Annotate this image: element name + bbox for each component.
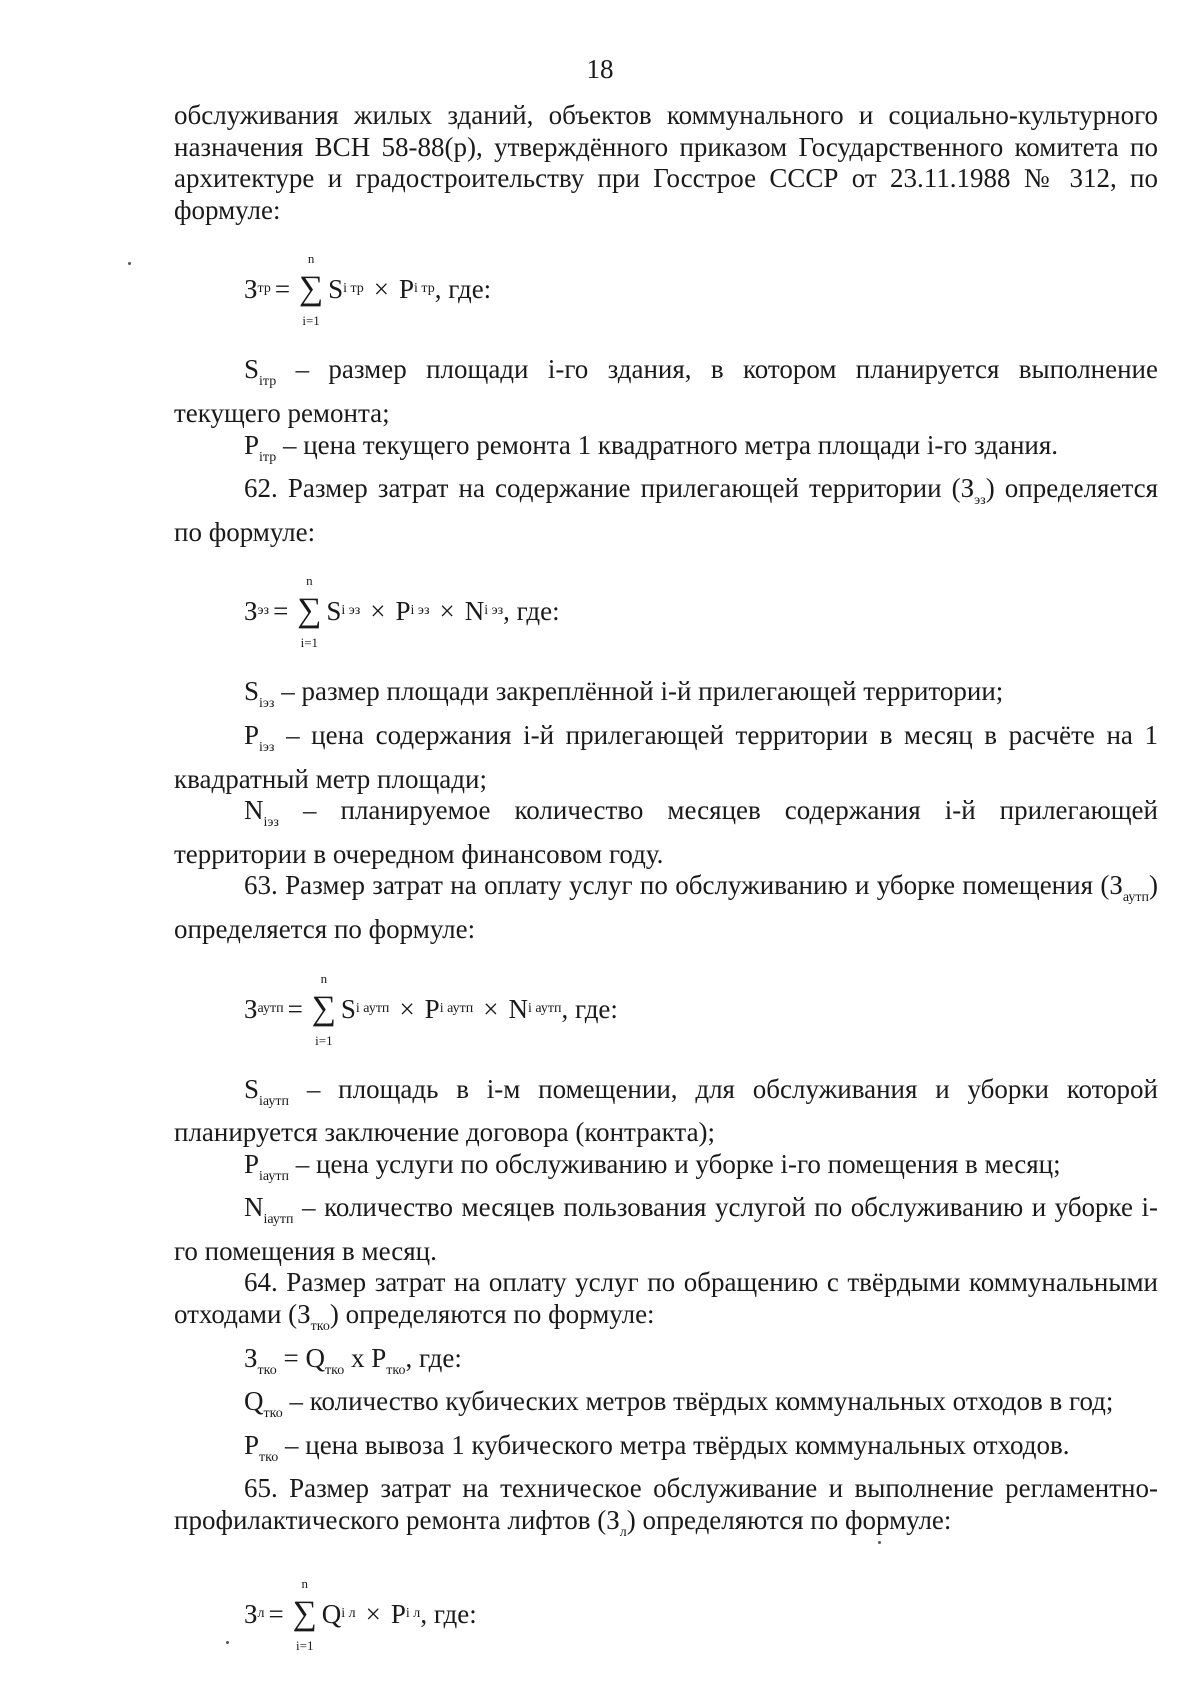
paragraph-64: 64. Размер затрат на оплату услуг по обращению с твёрдыми коммунальными отходами $(З_{тко})$ определяются по формуле:	[174, 1267, 1158, 1335]
formula-cleaning-cost: З аутп = n ∑ i=1 S i аутп × P i аутп × N i аутп , где:	[244, 970, 618, 1048]
scan-speck	[226, 1641, 229, 1644]
summation-sign: n ∑ i=1	[292, 1575, 317, 1653]
paragraph-65: 65. Размер затрат на техническое обслуживание и выполнение регламентно-профилактического ремонта лифтов $(З_л)$ определяются по формуле:	[174, 1473, 1158, 1541]
summation-sign: n ∑ i=1	[297, 573, 322, 651]
paragraph-63: 63. Размер затрат на оплату услуг по обслуживанию и уборке помещения $(З_{аутп})$ определяется по формуле:	[174, 870, 1158, 944]
formula-repair-cost: З тр = n ∑ i=1 S i тр × P i тр , где:	[244, 251, 492, 329]
definition-n-iaut: $N_{iаутп}$ – количество месяцев пользования услугой по обслуживанию и уборке i-го помещения в месяц.	[174, 1192, 1158, 1266]
definition-p-itr: $P_{iтр}$ – цена текущего ремонта 1 квадратного метра площади i-го здания.	[244, 429, 1059, 465]
formula-elevator-cost: З л = n ∑ i=1 Q i л × P i л , где:	[244, 1575, 477, 1653]
paragraph-62: 62. Размер затрат на содержание прилегающей территории $(З_{эз})$ определяется по формуле:	[174, 473, 1158, 547]
definition-q-tko: $Q_{тко}$ – количество кубических метров твёрдых коммунальных отходов в год;	[244, 1386, 1114, 1422]
page-number: 18	[586, 54, 614, 84]
document-body	[174, 100, 1158, 1657]
definition-p-iez: $P_{iэз}$ – цена содержания i-й прилегающей территории в месяц в расчёте на 1 квадратный метр площади;	[174, 719, 1158, 794]
paragraph-intro: обслуживания жилых зданий, объектов коммунального и социально-культурного назначения ВСН 58-88(р), утверждённого приказом Государственного комитета по архитектуре и градостроительству при Госстрое СССР от 23.11.1988 № 312, по формуле:	[174, 100, 1158, 225]
formula-territory-cost: З эз = n ∑ i=1 S i эз × P i эз × N i эз , где:	[244, 573, 560, 651]
scan-speck	[128, 262, 131, 265]
formula-waste-cost: $З_{тко} = Q_{тко}$ x $P_{тко}$, где:	[244, 1342, 462, 1378]
definition-p-iaut: $P_{iаутп}$ – цена услуги по обслуживанию и уборке i-го помещения в месяц;	[244, 1148, 1061, 1184]
definition-n-iez: $N_{iэз}$ – планируемое количество месяцев содержания i-й прилегающей территории в очередном финансовом году.	[174, 795, 1158, 869]
definition-s-iaut: $S_{iаутп}$ – площадь в i-м помещении, для обслуживания и уборки которой планируется заключение договора (контракта);	[174, 1073, 1158, 1148]
scan-speck	[878, 1541, 881, 1544]
definition-s-itr: $S_{iтр}$ – размер площади i-го здания, в котором планируется выполнение текущего ремонта;	[174, 354, 1158, 428]
definition-s-iez: $S_{iэз}$ – размер площади закреплённой i-й прилегающей территории;	[244, 676, 1004, 712]
summation-sign: n ∑ i=1	[311, 970, 337, 1048]
summation-sign: n ∑ i=1	[298, 251, 324, 329]
definition-p-tko: $P_{тко}$ – цена вывоза 1 кубического метра твёрдых коммунальных отходов.	[244, 1429, 1070, 1465]
